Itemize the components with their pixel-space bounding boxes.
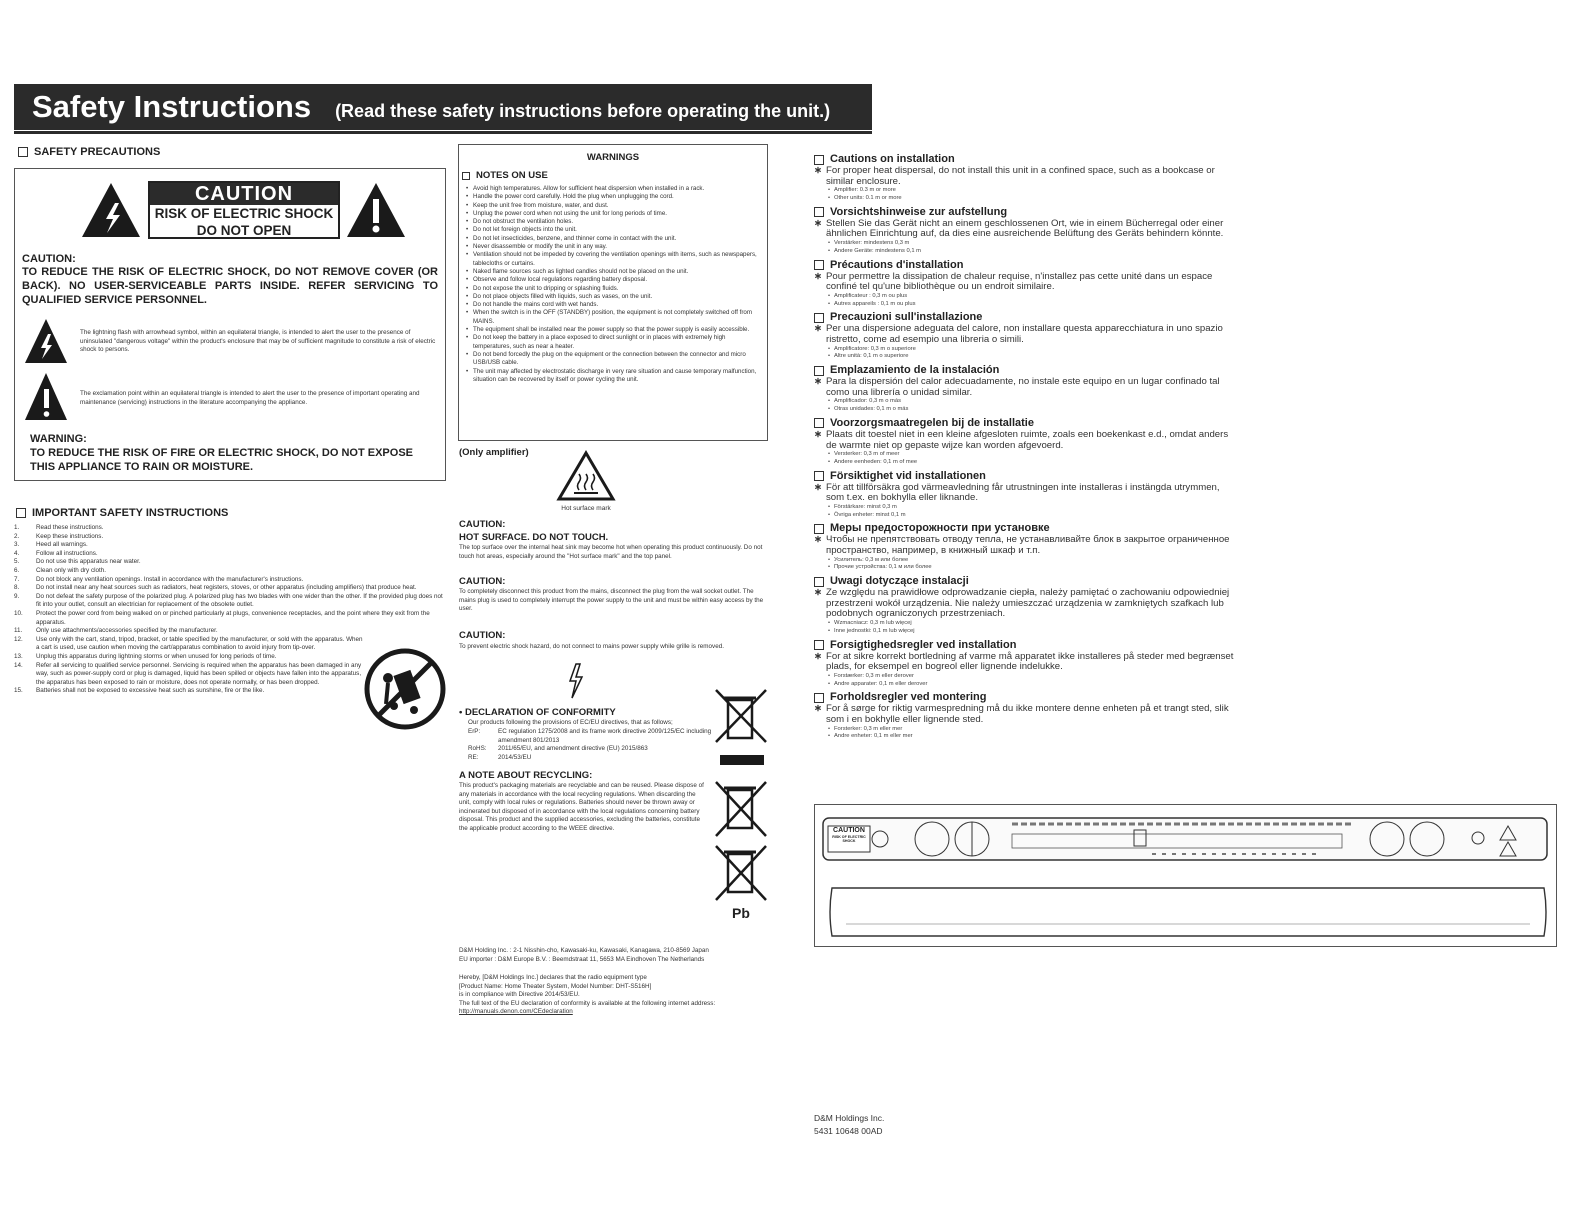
list-item: • Do not bend forcedly the plug on the equipment or the connection between the connector and micro USB/USB cable. bbox=[464, 351, 764, 368]
install-spec: • Versterker: 0,3 m of meer bbox=[814, 451, 1234, 459]
list-item: 9. Do not defeat the safety purpose of the polarized plug. A polarized plug has two blades with one wider than the other. If the provided plug does not fit into your outlet, consult an electrician for replacement of the obsolete outlet. bbox=[14, 592, 443, 609]
list-item: • Naked flame sources such as lighted candles should not be placed on the unit. bbox=[464, 268, 764, 276]
caution-label-top: CAUTION bbox=[150, 183, 338, 205]
install-text: ∗ Чтобы не препятствовать отводу тепла, не устанавливайте блок в закрытое ограниченное пространство, например, в книжный шкаф и т.п. bbox=[814, 534, 1230, 557]
install-spec: • Inne jednostki: 0,1 m lub więcej bbox=[814, 628, 1234, 636]
install-block bbox=[814, 417, 1234, 467]
list-item: 15. Batteries shall not be exposed to excessive heat such as sunshine, fire or the like. bbox=[14, 687, 265, 695]
recycling-text: This product's packaging materials are recyclable and can be reused. Please dispose of any materials in accordance with the local recycling regulations. When discarding the unit, comply with local rules or regulations. Batteries should never be thrown away or incinerated but disposed of in accordance with the local regulations concerning battery disposal. This product and the supplied accessories, excluding the batteries, constitute the applicable product according to the WEEE directive. bbox=[459, 782, 704, 832]
install-spec: • Wzmacniacz: 0,3 m lub więcej bbox=[814, 620, 1234, 628]
declaration-heading: • DECLARATION OF CONFORMITY bbox=[459, 707, 616, 718]
install-spec: • Andere eenheden: 0,1 m of mee bbox=[814, 459, 1234, 467]
list-item: 14. Refer all servicing to qualified service personnel. Servicing is required when the apparatus has been damaged in any way, such as power-supply cord or plug is damaged, liquid has been spilled or objects have fallen into the apparatus, the apparatus has been exposed to rain or moisture, does not operate normally, or has been dropped. bbox=[14, 661, 362, 686]
install-spec: • Прочие устройства: 0,1 м или более bbox=[814, 564, 1234, 572]
list-item: • Handle the power cord carefully. Hold the plug when unplugging the cord. bbox=[464, 193, 764, 201]
list-item: 6. Clean only with dry cloth. bbox=[14, 566, 106, 574]
install-text: ∗ For proper heat dispersal, do not install this unit in a confined space, such as a bookcase or similar enclosure. bbox=[814, 165, 1215, 187]
list-item: • Do not keep the battery in a place exposed to direct sunlight or in places with extremely high temperatures, such as near a heater. bbox=[464, 334, 764, 351]
install-heading: Меры предосторожности при установке bbox=[814, 522, 1234, 535]
install-heading: Precauzioni sull'installazione bbox=[814, 311, 1234, 324]
install-spec: • Other units: 0.1 m or more bbox=[814, 195, 1234, 203]
list-item: • Unplug the power cord when not using the unit for long periods of time. bbox=[464, 210, 764, 218]
list-item: 8. Do not install near any heat sources such as radiators, heat registers, stoves, or other apparatus (including amplifiers) that produce heat. bbox=[14, 584, 417, 592]
install-block bbox=[814, 639, 1234, 689]
company-address bbox=[459, 947, 769, 964]
footer bbox=[814, 1112, 884, 1138]
notes-heading bbox=[462, 170, 548, 181]
declaration-line: Hereby, [D&M Holdings Inc.] declares that the radio equipment type bbox=[459, 974, 647, 981]
list-item: • Do not let insecticides, benzene, and thinner come in contact with the unit. bbox=[464, 235, 764, 243]
caution-1-title: CAUTION: bbox=[459, 519, 506, 530]
install-text: ∗ For å sørge for riktig varmespredning må du ikke montere denne enheten på et trangt sted, slik som i en bokhylle eller lignende sted. bbox=[814, 703, 1229, 725]
heading-text: NOTES ON USE bbox=[476, 170, 548, 181]
declaration-rows bbox=[468, 728, 713, 762]
checkbox-icon bbox=[814, 693, 824, 703]
checkbox-icon bbox=[814, 577, 824, 587]
list-item: • The equipment shall be installed near the power supply so that the power supply is easily accessible. bbox=[464, 326, 764, 334]
list-item: 7. Do not block any ventilation openings. Install in accordance with the manufacturer's instructions. bbox=[14, 575, 304, 583]
exclamation-symbol-icon bbox=[24, 372, 68, 422]
list-item: • Do not obstruct the ventilation holes. bbox=[464, 218, 764, 226]
rear-panel-illustration bbox=[822, 816, 1548, 862]
lightning-warning-icon bbox=[80, 181, 142, 239]
heading-text: IMPORTANT SAFETY INSTRUCTIONS bbox=[32, 507, 229, 519]
exclamation-warning-icon bbox=[345, 181, 407, 239]
install-cautions bbox=[814, 153, 1234, 744]
install-heading: Forsigtighedsregler ved installation bbox=[814, 639, 1234, 652]
install-heading: Uwagi dotyczące instalacji bbox=[814, 575, 1234, 588]
declaration-row: RE: 2014/53/EU bbox=[468, 753, 532, 761]
install-heading: Emplazamiento de la instalación bbox=[814, 364, 1234, 377]
page-title: Safety Instructions bbox=[32, 89, 312, 124]
panel-caution-top: CAUTION bbox=[833, 827, 865, 834]
declaration-intro: Our products following the provisions of EC/EU directives, that as follows; bbox=[468, 719, 673, 726]
install-spec: • Forsterker: 0,3 m eller mer bbox=[814, 726, 1234, 734]
only-amplifier-label: (Only amplifier) bbox=[459, 447, 529, 458]
checkbox-icon bbox=[814, 260, 824, 270]
pb-label: Pb bbox=[732, 905, 750, 921]
radio-declaration bbox=[459, 974, 769, 1017]
list-item: 2. Keep these instructions. bbox=[14, 532, 104, 540]
caution-2-title: CAUTION: bbox=[459, 576, 506, 587]
install-heading: Vorsichtshinweise zur aufstellung bbox=[814, 206, 1234, 219]
hot-surface-icon bbox=[556, 450, 616, 502]
install-spec: • Andre apparater: 0,1 m eller derover bbox=[814, 681, 1234, 689]
install-block bbox=[814, 470, 1234, 520]
lightning-bolt-icon bbox=[566, 663, 586, 699]
install-spec: • Andre enheter: 0,1 m eller mer bbox=[814, 733, 1234, 741]
list-item: • Observe and follow local regulations regarding battery disposal. bbox=[464, 276, 764, 284]
list-item: • Keep the unit free from moisture, water, and dust. bbox=[464, 202, 764, 210]
declaration-url[interactable]: http://manuals.denon.com/CEdeclaration bbox=[459, 1008, 573, 1016]
battery-bin-icon bbox=[714, 780, 768, 840]
list-item: • Do not let foreign objects into the unit. bbox=[464, 226, 764, 234]
caution-3-text: To prevent electric shock hazard, do not connect to mains power supply while grille is removed. bbox=[459, 643, 724, 650]
declaration-row: RoHS: 2011/65/EU, and amendment directive (EU) 2015/863 bbox=[468, 745, 648, 753]
list-item: 4. Follow all instructions. bbox=[14, 549, 98, 557]
declaration-line: [Product Name: Home Theater System, Model Number: DHT-S516H] bbox=[459, 982, 652, 990]
hot-mark-caption: Hot surface mark bbox=[561, 505, 611, 512]
list-item: • The unit may affected by electrostatic discharge in very rare situation and cause temporary malfunction, situation can be recovered by itself or power cycling the unit. bbox=[464, 368, 764, 385]
install-text: ∗ För att tillförsäkra god värmeavledning får utrustningen inte installeras i instängda utrymmen, som t.ex. en bokhylla eller liknande. bbox=[814, 481, 1220, 504]
checkbox-icon bbox=[814, 207, 824, 217]
title-banner bbox=[14, 84, 872, 130]
install-block bbox=[814, 259, 1234, 309]
install-text: ∗ Ze względu na prawidłowe odprowadzanie ciepła, należy pamiętać o zachowaniu odpowiedniej przestrzeni wokół urządzenia. Nie należy umieszczać urządzenia w zamkniętych szafkach lub podobnych ograniczonych przestrzeniach. bbox=[814, 587, 1230, 620]
checkbox-icon bbox=[462, 172, 470, 180]
list-item: • Do not place objects filled with liquids, such as vases, on the unit. bbox=[464, 293, 764, 301]
heading-text: SAFETY PRECAUTIONS bbox=[34, 146, 161, 158]
checkbox-icon bbox=[814, 471, 824, 481]
checkbox-icon bbox=[18, 147, 28, 157]
list-item: • Never disassemble or modify the unit in any way. bbox=[464, 243, 764, 251]
address-line: D&M Holding Inc. : 2-1 Nisshin-cho, Kawasaki-ku, Kawasaki, Kanagawa, 210-8569 Japan bbox=[459, 947, 709, 954]
panel-caution-sub: RISK OF ELECTRIC SHOCK bbox=[832, 835, 866, 843]
install-spec: • Altre unità: 0,1 m o superiore bbox=[814, 353, 1234, 361]
install-text: ∗ Plaats dit toestel niet in een kleine afgesloten ruimte, zoals een boekenkast e.d., omdat anders de warmte niet op gepaste wijze kan worden afgevoerd. bbox=[814, 428, 1229, 451]
list-item: • Avoid high temperatures. Allow for sufficient heat dispersion when installed in a rack. bbox=[464, 185, 764, 193]
footer-code: 5431 10648 00AD bbox=[814, 1126, 883, 1136]
caution-1-text: The top surface over the internal heat sink may become hot when operating this product continuously. Do not touch hot areas, especially around the "Hot surface mark" and the top panel. bbox=[459, 544, 763, 560]
install-text: ∗ Pour permettre la dissipation de chaleur requise, n'installez pas cette unité dans un espace confiné tel qu'une bibliothèque ou un endroit similaire. bbox=[814, 270, 1213, 293]
banner-underline bbox=[14, 131, 872, 134]
lightning-description: The lightning flash with arrowhead symbol, within an equilateral triangle, is intended to alert the user to the presence of uninsulated "dangerous voltage" within the product's enclosure that may be of sufficient magnitude to constitute a risk of electric shock to persons. bbox=[80, 329, 436, 354]
install-block bbox=[814, 691, 1234, 741]
caution-3-title: CAUTION: bbox=[459, 630, 506, 641]
list-item: • Ventilation should not be impeded by covering the ventilation openings with items, such as newspapers, tablecloths or curtains. bbox=[464, 251, 764, 268]
heading-text: DECLARATION OF CONFORMITY bbox=[464, 707, 616, 718]
install-heading: Forholdsregler ved montering bbox=[814, 691, 1234, 704]
install-spec: • Amplifier: 0.3 m or more bbox=[814, 187, 1234, 195]
install-spec: • Amplificatore: 0,3 m o superiore bbox=[814, 346, 1234, 354]
notes-list bbox=[464, 185, 764, 384]
checkbox-icon bbox=[814, 418, 824, 428]
install-text: ∗ Per una dispersione adeguata del calore, non installare questa apparecchiatura in uno spazio ristretto, come ad esempio una libreria o simili. bbox=[814, 323, 1223, 345]
footer-company: D&M Holdings Inc. bbox=[814, 1113, 885, 1123]
declaration-line: is in compliance with Directive 2014/53/EU. bbox=[459, 991, 580, 999]
warning-title: WARNING: bbox=[30, 433, 87, 445]
install-spec: • Forstærker: 0,3 m eller derover bbox=[814, 673, 1234, 681]
list-item: • Do not handle the mains cord with wet hands. bbox=[464, 301, 764, 309]
list-item: 10. Protect the power cord from being walked on or pinched particularly at plugs, convenience receptacles, and the point where they exit from the apparatus. bbox=[14, 609, 430, 626]
caution-label bbox=[148, 181, 340, 239]
checkbox-icon bbox=[814, 313, 824, 323]
caution-label-line1: RISK OF ELECTRIC SHOCK bbox=[154, 206, 334, 221]
pb-bin-icon bbox=[714, 844, 768, 902]
install-spec: • Otras unidades: 0,1 m o más bbox=[814, 406, 1234, 414]
install-block bbox=[814, 311, 1234, 361]
list-item: 11. Only use attachments/accessories specified by the manufacturer. bbox=[14, 627, 218, 635]
weee-bin-icon bbox=[714, 688, 768, 778]
checkbox-icon bbox=[814, 366, 824, 376]
caution-2-text: To completely disconnect this product from the mains, disconnect the plug from the wall socket outlet. The mains plug is used to completely interrupt the power supply to the unit and must be within easy access by the user. bbox=[459, 588, 764, 613]
warning-text: TO REDUCE THE RISK OF FIRE OR ELECTRIC SHOCK, DO NOT EXPOSE THIS APPLIANCE TO RAIN OR MOISTURE. bbox=[30, 447, 413, 473]
caution-1-subtitle: HOT SURFACE. DO NOT TOUCH. bbox=[459, 532, 609, 543]
install-block bbox=[814, 522, 1234, 572]
install-spec: • Förstärkare: minst 0,3 m bbox=[814, 504, 1234, 512]
list-item: • Do not expose the unit to dripping or splashing fluids. bbox=[464, 285, 764, 293]
install-text: ∗ For at sikre korrekt bortledning af varme må apparatet ikke installeres på steder med begrænset plads, for eksempel en bogreol eller lignende indelukke. bbox=[814, 650, 1234, 673]
install-heading: Voorzorgsmaatregelen bij de installatie bbox=[814, 417, 1234, 430]
exclamation-description: The exclamation point within an equilateral triangle is intended to alert the user to the presence of important operating and maintenance (servicing) instructions in the literature accompanying the appliance. bbox=[80, 390, 420, 406]
install-block bbox=[814, 364, 1234, 414]
install-heading: Précautions d'installation bbox=[814, 259, 1234, 272]
install-spec: • Övriga enheter: minst 0,1 m bbox=[814, 512, 1234, 520]
checkbox-icon bbox=[814, 640, 824, 650]
install-spec: • Amplificador: 0,3 m o más bbox=[814, 398, 1234, 406]
caution-text: TO REDUCE THE RISK OF ELECTRIC SHOCK, DO NOT REMOVE COVER (OR BACK). NO USER-SERVICEABLE PARTS INSIDE. REFER SERVICING TO QUALIFIED SERVICE PERSONNEL. bbox=[22, 266, 438, 306]
checkbox-icon bbox=[814, 155, 824, 165]
panel-caution-label bbox=[829, 827, 869, 843]
install-text: ∗ Stellen Sie das Gerät nicht an einem geschlossenen Ort, wie in einem Bücherregal oder einer ähnlichen Einrichtung auf, da dies eine ausreichende Belüftung des Geräts behindern könnte. bbox=[814, 217, 1224, 240]
install-spec: • Amplificateur : 0,3 m ou plus bbox=[814, 293, 1234, 301]
declaration-row: ErP: EC regulation 1275/2008 and its frame work directive 2009/125/EC including amendment 801/2013 bbox=[468, 728, 712, 744]
page-subtitle: (Read these safety instructions before operating the unit.) bbox=[335, 100, 831, 121]
list-item: 3. Heed all warnings. bbox=[14, 541, 88, 549]
recycling-heading: A NOTE ABOUT RECYCLING: bbox=[459, 770, 593, 781]
install-spec: • Verstärker: mindestens 0,3 m bbox=[814, 240, 1234, 248]
important-heading bbox=[16, 507, 228, 519]
install-spec: • Усилитель: 0,3 м или более bbox=[814, 557, 1234, 565]
install-block bbox=[814, 206, 1234, 256]
cart-warning-icon bbox=[364, 648, 446, 730]
address-line: EU importer : D&M Europe B.V. : Beemdstraat 11, 5653 MA Eindhoven The Netherlands bbox=[459, 955, 705, 963]
install-block bbox=[814, 153, 1234, 203]
list-item: 12. Use only with the cart, stand, tripod, bracket, or table specified by the manufacturer, or sold with the apparatus. When a cart is used, use caution when moving the cart/apparatus combination to avoid injury from tip-over. bbox=[14, 635, 363, 652]
declaration-line: The full text of the EU declaration of conformity is available at the following internet address: bbox=[459, 999, 716, 1007]
install-text: ∗ Para la dispersión del calor adecuadamente, no instale este equipo en un lugar confinado tal como una librería o unidad similar. bbox=[814, 376, 1220, 398]
install-spec: • Andere Geräte: mindestens 0,1 m bbox=[814, 248, 1234, 256]
install-spec: • Autres appareils : 0,1 m ou plus bbox=[814, 301, 1234, 309]
list-item: 13. Unplug this apparatus during lightning storms or when unused for long periods of time. bbox=[14, 652, 277, 660]
checkbox-icon bbox=[814, 524, 824, 534]
install-heading: Försiktighet vid installationen bbox=[814, 470, 1234, 483]
soundbar-illustration bbox=[826, 886, 1550, 938]
install-heading: Cautions on installation bbox=[814, 153, 1234, 166]
caution-label-line2: DO NOT OPEN bbox=[196, 223, 292, 238]
install-block bbox=[814, 575, 1234, 635]
list-item: • When the switch is in the OFF (STANDBY) position, the equipment is not completely switched off from MAINS. bbox=[464, 309, 764, 326]
lightning-symbol-icon bbox=[24, 318, 68, 364]
caution-title: CAUTION: bbox=[22, 253, 76, 265]
safety-precautions-heading bbox=[18, 146, 160, 158]
warnings-heading: WARNINGS bbox=[586, 152, 640, 163]
list-item: 5. Do not use this apparatus near water. bbox=[14, 558, 141, 566]
checkbox-icon bbox=[16, 508, 26, 518]
list-item: 1. Read these instructions. bbox=[14, 524, 104, 531]
